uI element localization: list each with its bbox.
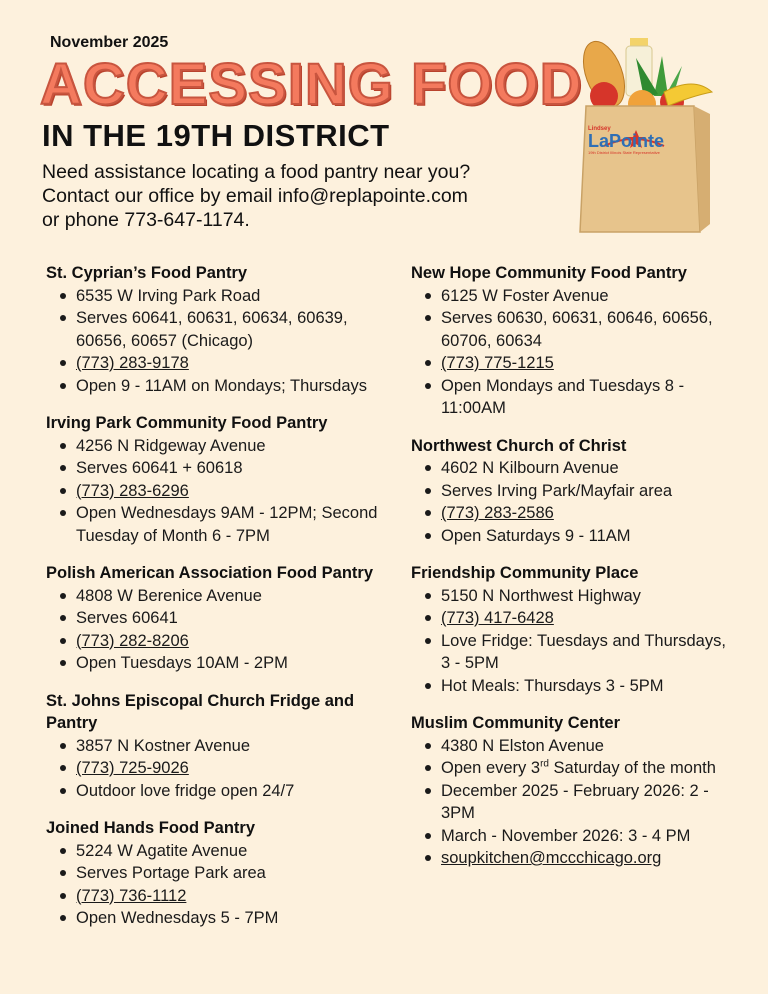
phone-link[interactable]: (773) 283-9178 [76, 354, 189, 372]
pantry-detail-item: Serves Portage Park area [56, 862, 396, 885]
pantry-details [421, 285, 731, 420]
pantry-detail-item: March - November 2026: 3 - 4 PM [421, 825, 731, 848]
pantry-detail-item [421, 607, 731, 630]
right-column [411, 262, 731, 885]
pantry-detail-item: Open every 3rd Saturday of the month [421, 757, 731, 780]
pantry-section [411, 435, 731, 548]
pantry-detail-item: December 2025 - February 2026: 2 - 3PM [421, 780, 731, 825]
pantry-details [56, 285, 396, 398]
pantry-detail-item [56, 480, 396, 503]
pantry-detail-item [421, 352, 731, 375]
logo-tagline: 19th District Illinois State Representative [588, 150, 660, 155]
pantry-section [46, 262, 396, 397]
phone-link[interactable]: (773) 283-6296 [76, 481, 189, 500]
pantry-details [56, 435, 396, 548]
pantry-name: Polish American Association Food Pantry [46, 564, 374, 582]
phone-link[interactable]: (773) 282-8206 [76, 631, 189, 650]
pantry-name: Friendship Community Place [411, 564, 639, 582]
logo [588, 126, 684, 155]
pantry-section [46, 412, 396, 547]
intro-text [42, 160, 562, 232]
phone-link[interactable]: (773) 775-1215 [441, 354, 554, 372]
pantry-detail-item: 4808 W Berenice Avenue [56, 585, 396, 608]
pantry-detail-item: 4602 N Kilbourn Avenue [421, 457, 731, 480]
pantry-section [411, 262, 731, 420]
pantry-details [421, 457, 731, 547]
pantry-detail-item: 6125 W Foster Avenue [421, 285, 731, 308]
pantry-name: Irving Park Community Food Pantry [46, 414, 328, 432]
intro-line: Need assistance locating a food pantry near you? [42, 161, 471, 183]
pantry-detail-item: 5224 W Agatite Avenue [56, 840, 396, 863]
pantry-detail-item [56, 352, 396, 375]
pantry-name: New Hope Community Food Pantry [411, 264, 687, 282]
pantry-detail-item: Open Wednesdays 9AM - 12PM; Second Tuesday of Month 6 - 7PM [56, 502, 396, 547]
intro-line: Contact our office by email info@replapointe.com [42, 185, 468, 207]
pantry-detail-item: 3857 N Kostner Avenue [56, 735, 396, 758]
intro-line: or phone 773-647-1174. [42, 209, 250, 231]
pantry-details [56, 585, 396, 675]
pantry-detail-item: Hot Meals: Thursdays 3 - 5PM [421, 675, 731, 698]
pantry-detail-item [56, 757, 396, 780]
pantry-name: Northwest Church of Christ [411, 436, 627, 455]
pantry-detail-item: Open Tuesdays 10AM - 2PM [56, 652, 396, 675]
pantry-detail-item: 4256 N Ridgeway Avenue [56, 435, 396, 458]
page-subtitle: IN THE 19TH DISTRICT [42, 118, 390, 153]
pantry-detail-item: Serves 60641 [56, 607, 396, 630]
pantry-detail-item [56, 630, 396, 653]
pantry-name: Joined Hands Food Pantry [46, 819, 256, 837]
pantry-details [421, 585, 731, 698]
phone-link[interactable]: (773) 283-2586 [441, 504, 554, 522]
pantry-details [56, 840, 396, 930]
pantry-details [421, 735, 731, 870]
phone-link[interactable]: (773) 725-9026 [76, 759, 189, 777]
pantry-detail-item: Serves 60641, 60631, 60634, 60639, 60656, 60657 (Chicago) [56, 307, 396, 352]
pantry-detail-item: Open Wednesdays 5 - 7PM [56, 907, 396, 930]
pantry-detail-item: Serves 60641 + 60618 [56, 457, 396, 480]
pantry-section [46, 690, 396, 803]
pantry-section [411, 712, 731, 870]
left-column [46, 262, 396, 945]
pantry-detail-item: Love Fridge: Tuesdays and Thursdays, 3 - 5PM [421, 630, 731, 675]
pantry-details [56, 735, 396, 803]
pantry-detail-item: 5150 N Northwest Highway [421, 585, 731, 608]
logo-name: LaPointe [588, 131, 665, 151]
pantry-name: St. Johns Episcopal Church Fridge and Pantry [46, 691, 355, 732]
pantry-section [411, 562, 731, 697]
pantry-detail-item: Outdoor love fridge open 24/7 [56, 780, 396, 803]
pantry-detail-item [421, 502, 731, 525]
pantry-detail-item [421, 847, 731, 870]
pantry-detail-item: Open 9 - 11AM on Mondays; Thursdays [56, 375, 396, 398]
phone-link[interactable]: (773) 736-1112 [76, 886, 187, 905]
pantry-detail-item: Open Mondays and Tuesdays 8 - 11:00AM [421, 375, 731, 420]
pantry-detail-item: Serves Irving Park/Mayfair area [421, 480, 731, 503]
email-link[interactable]: soupkitchen@mccchicago.org [441, 849, 662, 867]
pantry-name: Muslim Community Center [411, 714, 621, 732]
date-label: November 2025 [50, 34, 169, 51]
phone-link[interactable]: (773) 417-6428 [441, 609, 554, 627]
pantry-detail-item: 4380 N Elston Avenue [421, 735, 731, 758]
page-title: ACCESSING FOOD [40, 52, 583, 117]
pantry-detail-item: Open Saturdays 9 - 11AM [421, 525, 731, 548]
pantry-detail-item [56, 885, 396, 908]
pantry-detail-item: Serves 60630, 60631, 60646, 60656, 60706, 60634 [421, 307, 731, 352]
pantry-section [46, 562, 396, 675]
logo-small-text: Lindsey [588, 126, 611, 132]
pantry-name: St. Cyprian’s Food Pantry [46, 264, 248, 282]
pantry-section [46, 817, 396, 930]
pantry-detail-item: 6535 W Irving Park Road [56, 285, 396, 308]
